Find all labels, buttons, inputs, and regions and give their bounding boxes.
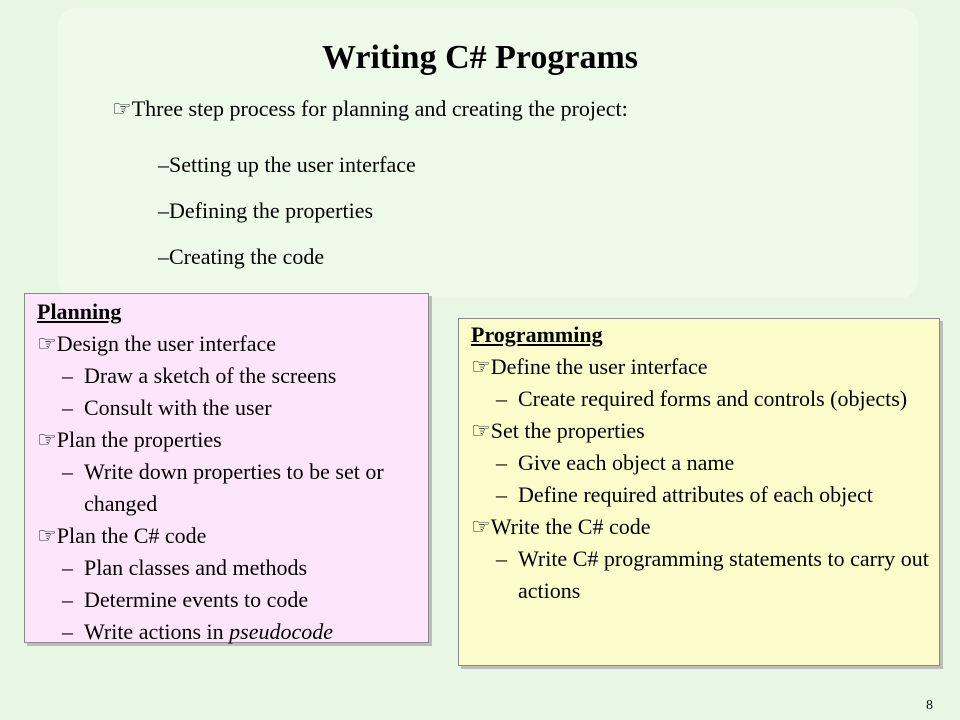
planning-sub-item	[37, 360, 394, 392]
step-item: –Defining the properties	[158, 198, 374, 223]
pointing-hand-icon: ☞	[37, 523, 57, 548]
planning-bullet	[37, 424, 394, 456]
dash-marker: –	[496, 546, 507, 571]
programming-sub-item	[471, 447, 933, 479]
pseudocode-term: pseudocode	[229, 619, 333, 644]
planning-sub-text: Draw a sketch of the screens	[84, 363, 337, 388]
programming-bullet-text: Write the C# code	[490, 514, 651, 539]
dash-marker: –	[496, 482, 507, 507]
planning-sub-item	[37, 552, 394, 584]
planning-bullet-text: Design the user interface	[56, 331, 277, 356]
page-number: 8	[926, 698, 933, 713]
intro-bullet	[112, 94, 628, 124]
dash-marker: –	[62, 619, 73, 644]
pointing-hand-icon: ☞	[37, 427, 57, 452]
pointing-hand-icon: ☞	[471, 354, 491, 379]
programming-bullet-text: Define the user interface	[490, 354, 708, 379]
programming-bullet	[471, 511, 933, 543]
intro-text: Three step process for planning and creating the project:	[131, 96, 628, 121]
planning-sub-item	[37, 616, 394, 648]
programming-sub-item	[471, 479, 900, 511]
pointing-hand-icon: ☞	[471, 514, 491, 539]
dash-marker: –	[62, 555, 73, 580]
dash-marker: –	[62, 363, 73, 388]
programming-sub-text: Write C# programming statements to carry out actions	[518, 546, 929, 603]
planning-sub-text: Write down properties to be set or changed	[84, 459, 384, 516]
planning-bullet	[37, 520, 394, 552]
programming-sub-text: Define required attributes of each object	[518, 482, 873, 507]
programming-sub-item	[471, 543, 933, 607]
planning-sub-text: Plan classes and methods	[84, 555, 308, 580]
pointing-hand-icon: ☞	[471, 418, 491, 443]
planning-bullet-text: Plan the C# code	[56, 523, 207, 548]
planning-heading: Planning	[37, 299, 122, 324]
slide-title: Writing C# Programs	[321, 39, 639, 76]
programming-bullet	[471, 351, 933, 383]
programming-box	[458, 318, 940, 666]
programming-content	[471, 319, 933, 607]
planning-box	[24, 293, 429, 643]
planning-sub-item	[37, 392, 394, 424]
dash-marker: –	[496, 450, 507, 475]
step-list	[158, 142, 416, 280]
dash-marker: –	[62, 395, 73, 420]
planning-sub-text: Determine events to code	[84, 587, 309, 612]
dash-marker: –	[496, 386, 507, 411]
programming-bullet	[471, 415, 933, 447]
planning-sub-item	[37, 584, 394, 616]
programming-heading: Programming	[471, 322, 603, 347]
dash-marker: –	[62, 459, 73, 484]
programming-bullet-text: Set the properties	[490, 418, 645, 443]
planning-content	[37, 296, 394, 648]
planning-bullet	[37, 328, 394, 360]
dash-marker: –	[62, 587, 73, 612]
step-item: –Creating the code	[158, 244, 325, 269]
planning-sub-item	[37, 456, 394, 520]
programming-sub-text: Create required forms and controls (objects)	[518, 386, 908, 411]
step-item: –Setting up the user interface	[158, 152, 416, 177]
programming-sub-item	[471, 383, 910, 415]
programming-sub-text: Give each object a name	[518, 450, 735, 475]
planning-bullet-text: Plan the properties	[56, 427, 222, 452]
pointing-hand-icon: ☞	[37, 331, 57, 356]
planning-sub-text: Write actions in	[84, 619, 224, 644]
planning-sub-text: Consult with the user	[84, 395, 272, 420]
pointing-hand-icon: ☞	[112, 96, 132, 121]
